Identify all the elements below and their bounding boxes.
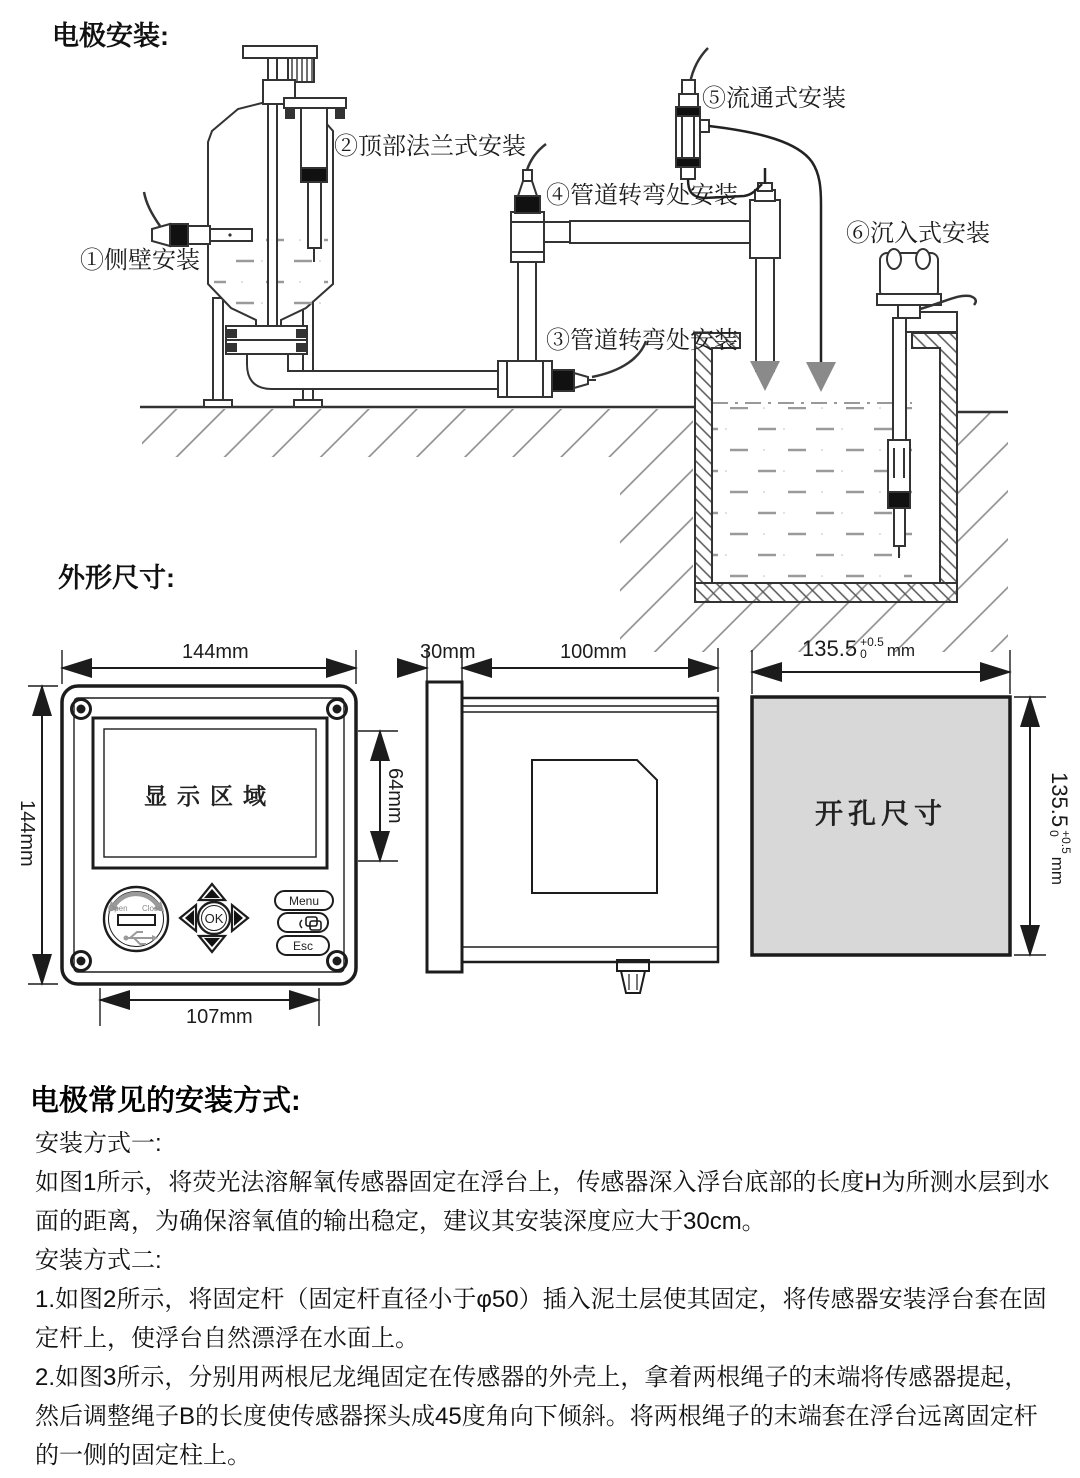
side-view-drawing bbox=[404, 648, 718, 993]
cutout-width-tol-lower: 0 bbox=[860, 647, 867, 661]
methods-text bbox=[35, 1124, 1051, 1475]
menu-button-label: Menu bbox=[288, 894, 320, 908]
display-area-label: 显示区域 bbox=[144, 783, 276, 810]
cutout-width-tol-upper: +0.5 bbox=[860, 635, 884, 649]
cutout-height-unit: mm bbox=[1048, 856, 1067, 886]
label-side-wall-install: ①侧壁安装 bbox=[80, 247, 200, 274]
label-submersion-install: ⑥沉入式安装 bbox=[846, 220, 990, 247]
cutout-width-dim bbox=[802, 636, 915, 662]
front-height-dim: 144mm bbox=[16, 800, 38, 867]
cutout-height-tol-upper: +0.5 bbox=[1059, 830, 1073, 854]
method-line: 安装方式二: bbox=[35, 1247, 162, 1274]
dial-open-label: Open bbox=[108, 904, 128, 913]
front-view-drawing bbox=[28, 650, 398, 1026]
dial-close-label: Close bbox=[142, 904, 163, 913]
label-pipe-bend-install-3: ③管道转弯处安装 bbox=[546, 327, 738, 354]
side-bezel-depth-dim: 30mm bbox=[420, 641, 476, 663]
cutout-height-dim bbox=[1046, 772, 1072, 885]
cutout-label: 开孔尺寸 bbox=[814, 797, 947, 830]
display-height-dim: 64mm bbox=[384, 768, 406, 824]
cutout-width-value: 135.5 bbox=[802, 636, 858, 661]
methods-section-title: 电极常见的安装方式: bbox=[30, 1085, 301, 1117]
cutout-height-tol-lower: 0 bbox=[1047, 830, 1061, 837]
cutout-width-unit: mm bbox=[886, 641, 916, 660]
dimensions-section-title: 外形尺寸: bbox=[58, 563, 175, 593]
label-top-flange-install: ②顶部法兰式安装 bbox=[334, 133, 526, 160]
cutout-height-value: 135.5 bbox=[1047, 772, 1072, 828]
side-body-depth-dim: 100mm bbox=[560, 641, 627, 663]
front-width-dim: 144mm bbox=[182, 641, 249, 663]
keypad-width-dim: 107mm bbox=[186, 1006, 253, 1028]
install-section-title: 电极安装: bbox=[52, 21, 169, 51]
method-line: 安装方式一: bbox=[35, 1130, 162, 1157]
method-line: 2.如图3所示，分别用两根尼龙绳固定在传感器的外壳上，拿着两根绳子的末端将传感器提起，然后调整绳子B的长度使传感器探头成45度角向下倾斜。将两根绳子的末端套在浮台远离固定杆的一侧的固定柱上。 bbox=[35, 1364, 1038, 1469]
label-pipe-bend-install-4: ④管道转弯处安装 bbox=[546, 182, 738, 209]
ok-button-label: OK bbox=[204, 911, 224, 926]
esc-button-label: Esc bbox=[292, 939, 313, 953]
method-line: 1.如图2所示，将固定杆（固定杆直径小于φ50）插入泥土层使其固定，将传感器安装浮台套在固定杆上，使浮台自然漂浮在水面上。 bbox=[35, 1286, 1047, 1352]
method-line: 如图1所示，将荧光法溶解氧传感器固定在浮台上，传感器深入浮台底部的长度H为所测水层到水面的距离，为确保溶氧值的输出稳定，建议其安装深度应大于30cm。 bbox=[35, 1169, 1050, 1235]
label-flow-through-install: ⑤流通式安装 bbox=[702, 85, 846, 112]
